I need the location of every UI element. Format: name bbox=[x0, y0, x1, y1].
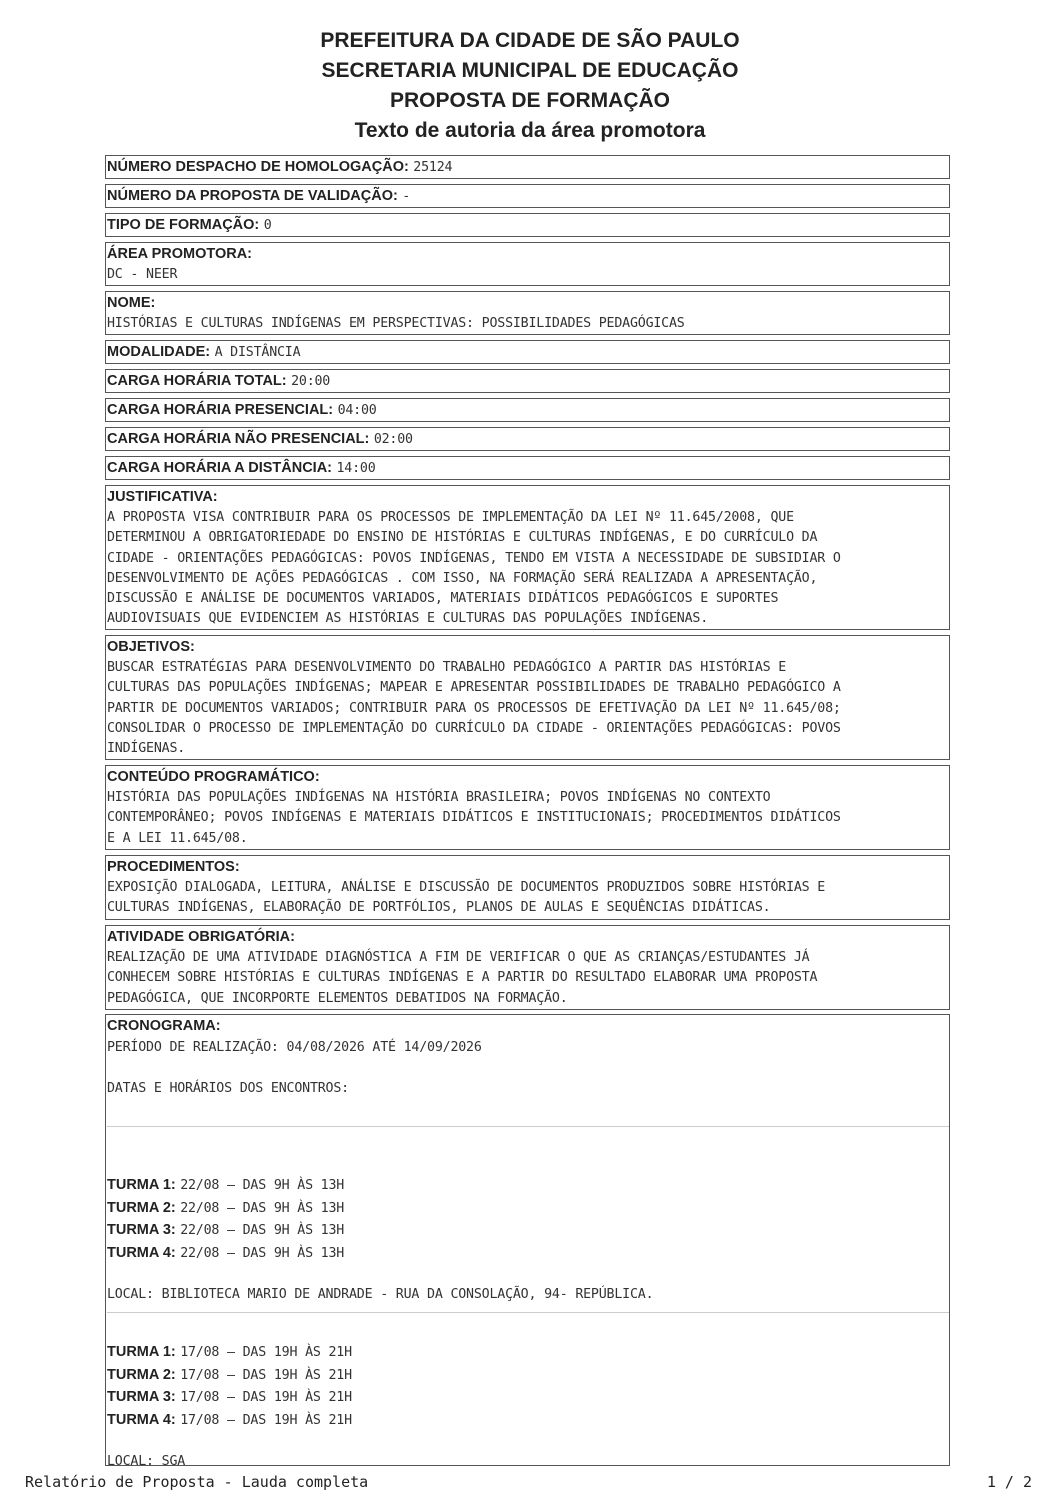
paragraph-line: REALIZAÇÃO DE UMA ATIVIDADE DIAGNÓSTICA A FIM DE VERIFICAR O QUE AS CRIANÇAS/ESTUDANTES JÁ bbox=[107, 950, 810, 965]
field-objetivos bbox=[105, 635, 950, 760]
field-value: 0 bbox=[263, 218, 272, 233]
cronograma-datas-titulo: DATAS E HORÁRIOS DOS ENCONTROS: bbox=[107, 1081, 349, 1096]
paragraph-line: HISTÓRIA DAS POPULAÇÕES INDÍGENAS NA HISTÓRIA BRASILEIRA; POVOS INDÍGENAS NO CONTEXTO bbox=[107, 790, 771, 805]
turma-label: TURMA 2: bbox=[107, 1366, 176, 1383]
paragraph-line: DESENVOLVIMENTO DE AÇÕES PEDAGÓGICAS . COM ISSO, NA FORMAÇÃO SERÁ REALIZADA A APRESENTAÇÃO, bbox=[107, 570, 818, 586]
field-label: NÚMERO DA PROPOSTA DE VALIDAÇÃO: bbox=[107, 188, 398, 204]
paragraph-line: E A LEI 11.645/08. bbox=[107, 830, 248, 846]
turma-label: TURMA 3: bbox=[107, 1222, 176, 1238]
turma-value: 17/08 – DAS 19H ÀS 21H bbox=[180, 1345, 352, 1360]
field-value: A DISTÂNCIA bbox=[214, 345, 301, 360]
field-value: 25124 bbox=[413, 160, 453, 175]
header-subtitle: Texto de autoria da área promotora bbox=[354, 119, 706, 142]
field-value: HISTÓRIAS E CULTURAS INDÍGENAS EM PERSPECTIVAS: POSSIBILIDADES PEDAGÓGICAS bbox=[107, 316, 685, 331]
paragraph-line: EXPOSIÇÃO DIALOGADA, LEITURA, ANÁLISE E DISCUSSÃO DE DOCUMENTOS PRODUZIDOS SOBRE HISTÓRIAS E bbox=[107, 880, 826, 895]
field-atividade-obrigatoria bbox=[105, 925, 950, 1010]
turma-value: 17/08 – DAS 19H ÀS 21H bbox=[180, 1367, 352, 1383]
header-line-1: PREFEITURA DA CIDADE DE SÃO PAULO bbox=[320, 29, 740, 52]
paragraph-line: CULTURAS INDÍGENAS, ELABORAÇÃO DE PORTFÓLIOS, PLANOS DE AULAS E SEQUÊNCIAS DIDÁTICAS. bbox=[107, 900, 771, 916]
turma-row bbox=[107, 1386, 949, 1409]
turma-value: 22/08 – DAS 9H ÀS 13H bbox=[180, 1200, 345, 1216]
field-procedimentos bbox=[105, 855, 950, 920]
field-label: CARGA HORÁRIA A DISTÂNCIA: bbox=[107, 460, 333, 476]
field-label: CARGA HORÁRIA TOTAL: bbox=[107, 373, 287, 389]
paragraph-line: BUSCAR ESTRATÉGIAS PARA DESENVOLVIMENTO DO TRABALHO PEDAGÓGICO A PARTIR DAS HISTÓRIAS E bbox=[107, 660, 787, 675]
field-label: CONTEÚDO PROGRAMÁTICO: bbox=[107, 769, 320, 785]
turma-value: 22/08 – DAS 9H ÀS 13H bbox=[180, 1178, 345, 1193]
paragraph-line: A PROPOSTA VISA CONTRIBUIR PARA OS PROCESSOS DE IMPLEMENTAÇÃO DA LEI Nº 11.645/2008, QUE bbox=[107, 510, 794, 525]
paragraph-line: CONSOLIDAR O PROCESSO DE IMPLEMENTAÇÃO DO CURRÍCULO DA CIDADE - ORIENTAÇÕES PEDAGÓGICAS: POVOS bbox=[107, 720, 841, 736]
field-nome bbox=[105, 291, 950, 335]
turma-row bbox=[107, 1197, 949, 1220]
field-tipo-formacao bbox=[105, 213, 950, 237]
field-label: PROCEDIMENTOS: bbox=[107, 859, 240, 875]
turma-label: TURMA 4: bbox=[107, 1411, 176, 1428]
field-value: 20:00 bbox=[291, 374, 331, 389]
field-carga-distancia bbox=[105, 456, 950, 480]
field-proposta-validacao bbox=[105, 184, 950, 208]
turma-row bbox=[107, 1409, 949, 1432]
turma-value: 17/08 – DAS 19H ÀS 21H bbox=[180, 1412, 352, 1428]
field-carga-nao-presencial bbox=[105, 427, 950, 451]
field-label: CARGA HORÁRIA NÃO PRESENCIAL: bbox=[107, 431, 370, 447]
header-line-2: SECRETARIA MUNICIPAL DE EDUCAÇÃO bbox=[321, 59, 739, 82]
turma-row bbox=[107, 1219, 949, 1242]
field-despacho bbox=[105, 155, 950, 179]
field-justificativa bbox=[105, 485, 950, 630]
turma-label: TURMA 1: bbox=[107, 1344, 176, 1360]
field-label: CARGA HORÁRIA PRESENCIAL: bbox=[107, 402, 334, 418]
field-label: TIPO DE FORMAÇÃO: bbox=[107, 217, 260, 233]
turma-value: 17/08 – DAS 19H ÀS 21H bbox=[180, 1390, 352, 1405]
paragraph-line: DISCUSSÃO E ANÁLISE DE DOCUMENTOS VARIADOS, MATERIAIS DIDÁTICOS PEDAGÓGICOS E SUPORTES bbox=[107, 591, 779, 607]
paragraph-line: CIDADE - ORIENTAÇÕES PEDAGÓGICAS: POVOS INDÍGENAS, TENDO EM VISTA A NECESSIDADE DE SUBSIDIAR O bbox=[107, 550, 841, 566]
cronograma-local: LOCAL: SGA bbox=[107, 1454, 186, 1466]
field-modalidade bbox=[105, 340, 950, 364]
field-label: NÚMERO DESPACHO DE HOMOLOGAÇÃO: bbox=[107, 159, 409, 175]
field-label: CRONOGRAMA: bbox=[107, 1018, 221, 1034]
field-value: 04:00 bbox=[337, 403, 377, 418]
field-value: - bbox=[402, 189, 411, 204]
paragraph-line: CULTURAS DAS POPULAÇÕES INDÍGENAS; MAPEAR E APRESENTAR POSSIBILIDADES DE TRABALHO PEDAGÓGICO A bbox=[107, 680, 841, 696]
field-carga-presencial bbox=[105, 398, 950, 422]
paragraph-line: PARTIR DE DOCUMENTOS VARIADOS; CONTRIBUIR PARA OS PROCESSOS DE EFETIVAÇÃO DA LEI Nº 11.645/08; bbox=[107, 700, 841, 716]
field-area-promotora bbox=[105, 242, 950, 286]
field-label: NOME: bbox=[107, 295, 156, 311]
turma-label: TURMA 4: bbox=[107, 1244, 176, 1261]
field-value: DC - NEER bbox=[107, 267, 178, 282]
turma-row bbox=[107, 1364, 949, 1387]
footer-page-number: 1 / 2 bbox=[986, 1473, 1032, 1491]
paragraph-line: PEDAGÓGICA, QUE INCORPORTE ELEMENTOS DEBATIDOS NA FORMAÇÃO. bbox=[107, 990, 568, 1006]
turma-row bbox=[107, 1242, 949, 1265]
turma-value: 22/08 – DAS 9H ÀS 13H bbox=[180, 1245, 345, 1261]
paragraph-line: CONTEMPORÂNEO; POVOS INDÍGENAS E MATERIAIS DIDÁTICOS E INSTITUCIONAIS; PROCEDIMENTOS DIDÁTICOS bbox=[107, 810, 841, 826]
turma-row bbox=[107, 1174, 949, 1197]
cronograma-periodo: PERÍODO DE REALIZAÇÃO: 04/08/2026 ATÉ 14/09/2026 bbox=[107, 1040, 482, 1055]
turma-label: TURMA 1: bbox=[107, 1177, 176, 1193]
field-label: OBJETIVOS: bbox=[107, 639, 195, 655]
field-label: MODALIDADE: bbox=[107, 344, 211, 360]
turma-label: TURMA 2: bbox=[107, 1199, 176, 1216]
field-value: 14:00 bbox=[336, 461, 376, 476]
field-label: ÁREA PROMOTORA: bbox=[107, 246, 252, 262]
paragraph-line: INDÍGENAS. bbox=[107, 741, 186, 757]
paragraph-line: CONHECEM SOBRE HISTÓRIAS E CULTURAS INDÍGENAS E A PARTIR DO RESULTADO ELABORAR UMA PROPOSTA bbox=[107, 970, 818, 986]
header-line-3: PROPOSTA DE FORMAÇÃO bbox=[389, 89, 670, 112]
paragraph-line: AUDIOVISUAIS QUE EVIDENCIEM AS HISTÓRIAS E CULTURAS DAS POPULAÇÕES INDÍGENAS. bbox=[107, 611, 709, 627]
field-carga-total bbox=[105, 369, 950, 393]
turma-label: TURMA 3: bbox=[107, 1389, 176, 1405]
field-label: JUSTIFICATIVA: bbox=[107, 489, 218, 505]
field-label: ATIVIDADE OBRIGATÓRIA: bbox=[107, 929, 295, 945]
field-cronograma bbox=[105, 1014, 950, 1466]
field-conteudo-programatico bbox=[105, 765, 950, 850]
paragraph-line: DETERMINOU A OBRIGATORIEDADE DO ENSINO DE HISTÓRIAS E CULTURAS INDÍGENAS, E DO CURRÍCULO DA bbox=[107, 530, 818, 546]
cronograma-local: LOCAL: BIBLIOTECA MARIO DE ANDRADE - RUA DA CONSOLAÇÃO, 94- REPÚBLICA. bbox=[107, 1287, 654, 1302]
turma-row bbox=[107, 1341, 949, 1364]
turma-value: 22/08 – DAS 9H ÀS 13H bbox=[180, 1223, 345, 1238]
field-value: 02:00 bbox=[373, 432, 413, 447]
footer-report-title: Relatório de Proposta - Lauda completa bbox=[25, 1473, 369, 1491]
